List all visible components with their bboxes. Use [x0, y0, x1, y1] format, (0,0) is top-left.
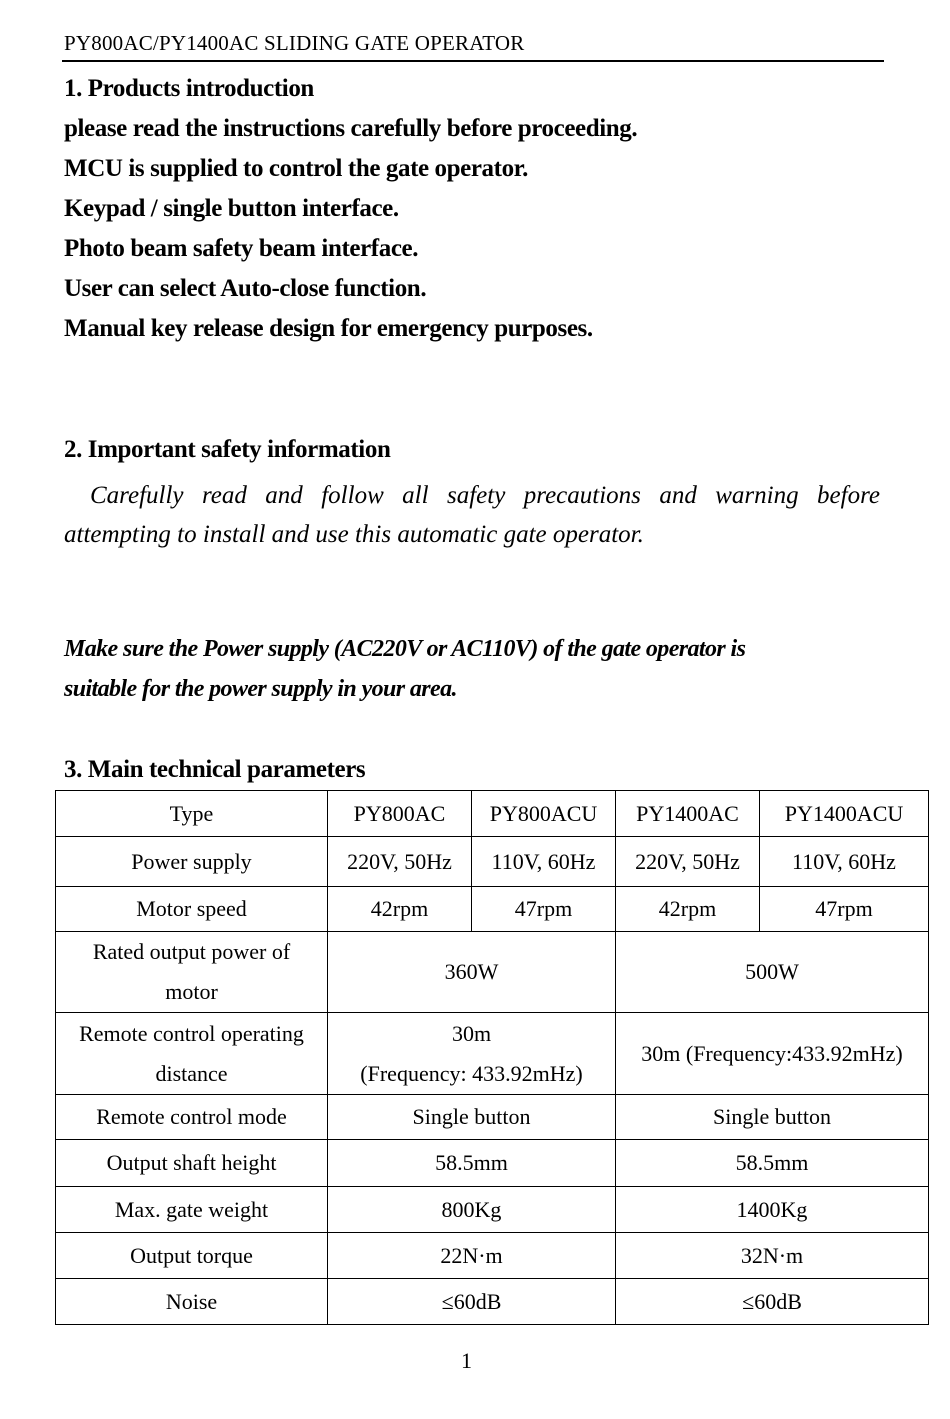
table-row: [56, 1140, 929, 1187]
gate-weight-cell: 800Kg: [328, 1187, 616, 1233]
table-row: [56, 837, 929, 887]
safety-paragraph-line-1: Carefully read and follow all safety precautions and warning before: [90, 482, 880, 509]
row-label-motor-speed: Motor speed: [56, 887, 328, 932]
row-label-rated-power: [56, 932, 328, 1013]
row-label-remote-distance: [56, 1013, 328, 1095]
model-cell: PY1400AC: [616, 791, 760, 837]
model-cell: PY800AC: [328, 791, 472, 837]
table-row: [56, 932, 929, 1013]
section2-heading: 2. Important safety information: [64, 436, 391, 463]
remote-distance-left-line-2: (Frequency: 433.92mHz): [360, 1060, 583, 1086]
remote-mode-cell: Single button: [616, 1095, 929, 1140]
rated-power-label-line-2: motor: [165, 979, 218, 1004]
table-row: [56, 791, 929, 837]
rated-power-label-line-1: Rated output power of: [92, 939, 291, 964]
torque-cell: 32N·m: [616, 1233, 929, 1279]
power-supply-cell: 220V, 50Hz: [328, 837, 472, 887]
table-row: [56, 1233, 929, 1279]
power-supply-cell: 220V, 50Hz: [616, 837, 760, 887]
row-label-noise: Noise: [56, 1279, 328, 1325]
remote-distance-label-line-2: distance: [155, 1060, 228, 1086]
remote-distance-label-line-1: Remote control operating: [79, 1020, 304, 1046]
rated-power-cell: 360W: [328, 932, 616, 1013]
row-label-power-supply: Power supply: [56, 837, 328, 887]
intro-line-3: Keypad / single button interface.: [64, 195, 399, 222]
table-row: [56, 1279, 929, 1325]
table-row: [56, 887, 929, 932]
torque-cell: 22N·m: [328, 1233, 616, 1279]
safety-paragraph-line-2: attempting to install and use this automatic gate operator.: [64, 521, 644, 548]
motor-speed-cell: 42rpm: [328, 887, 472, 932]
technical-parameters-table: [55, 790, 929, 1325]
table-row: [56, 1095, 929, 1140]
row-label-remote-mode: Remote control mode: [56, 1095, 328, 1140]
row-label-gate-weight: Max. gate weight: [56, 1187, 328, 1233]
header-rule: [62, 60, 884, 62]
power-warning-line-2: suitable for the power supply in your area.: [64, 676, 457, 702]
section1-heading: 1. Products introduction: [64, 75, 314, 102]
remote-distance-cell: [328, 1013, 616, 1095]
power-supply-cell: 110V, 60Hz: [760, 837, 929, 887]
model-cell: PY1400ACU: [760, 791, 929, 837]
shaft-height-cell: 58.5mm: [616, 1140, 929, 1187]
rated-power-cell: 500W: [616, 932, 929, 1013]
intro-line-6: Manual key release design for emergency purposes.: [64, 315, 593, 342]
remote-distance-cell: 30m (Frequency:433.92mHz): [616, 1013, 929, 1095]
power-warning-line-1: Make sure the Power supply (AC220V or AC110V) of the gate operator is: [64, 636, 746, 662]
motor-speed-cell: 47rpm: [472, 887, 616, 932]
noise-cell: ≤60dB: [328, 1279, 616, 1325]
row-label-type: Type: [56, 791, 328, 837]
section3-heading: 3. Main technical parameters: [64, 756, 366, 783]
safety-paragraph: [64, 476, 880, 554]
row-label-torque: Output torque: [56, 1233, 328, 1279]
row-label-shaft-height: Output shaft height: [56, 1140, 328, 1187]
shaft-height-cell: 58.5mm: [328, 1140, 616, 1187]
intro-line-1: please read the instructions carefully before proceeding.: [64, 115, 638, 142]
motor-speed-cell: 42rpm: [616, 887, 760, 932]
noise-cell: ≤60dB: [616, 1279, 929, 1325]
remote-distance-left-line-1: 30m: [451, 1020, 492, 1046]
table-row: [56, 1187, 929, 1233]
intro-line-5: User can select Auto-close function.: [64, 275, 427, 302]
power-supply-cell: 110V, 60Hz: [472, 837, 616, 887]
remote-mode-cell: Single button: [328, 1095, 616, 1140]
table-row: [56, 1013, 929, 1095]
model-cell: PY800ACU: [472, 791, 616, 837]
gate-weight-cell: 1400Kg: [616, 1187, 929, 1233]
motor-speed-cell: 47rpm: [760, 887, 929, 932]
intro-line-4: Photo beam safety beam interface.: [64, 235, 419, 262]
running-header-title: PY800AC/PY1400AC SLIDING GATE OPERATOR: [64, 31, 525, 55]
intro-line-2: MCU is supplied to control the gate operator.: [64, 155, 528, 182]
page-number: 1: [461, 1348, 472, 1373]
